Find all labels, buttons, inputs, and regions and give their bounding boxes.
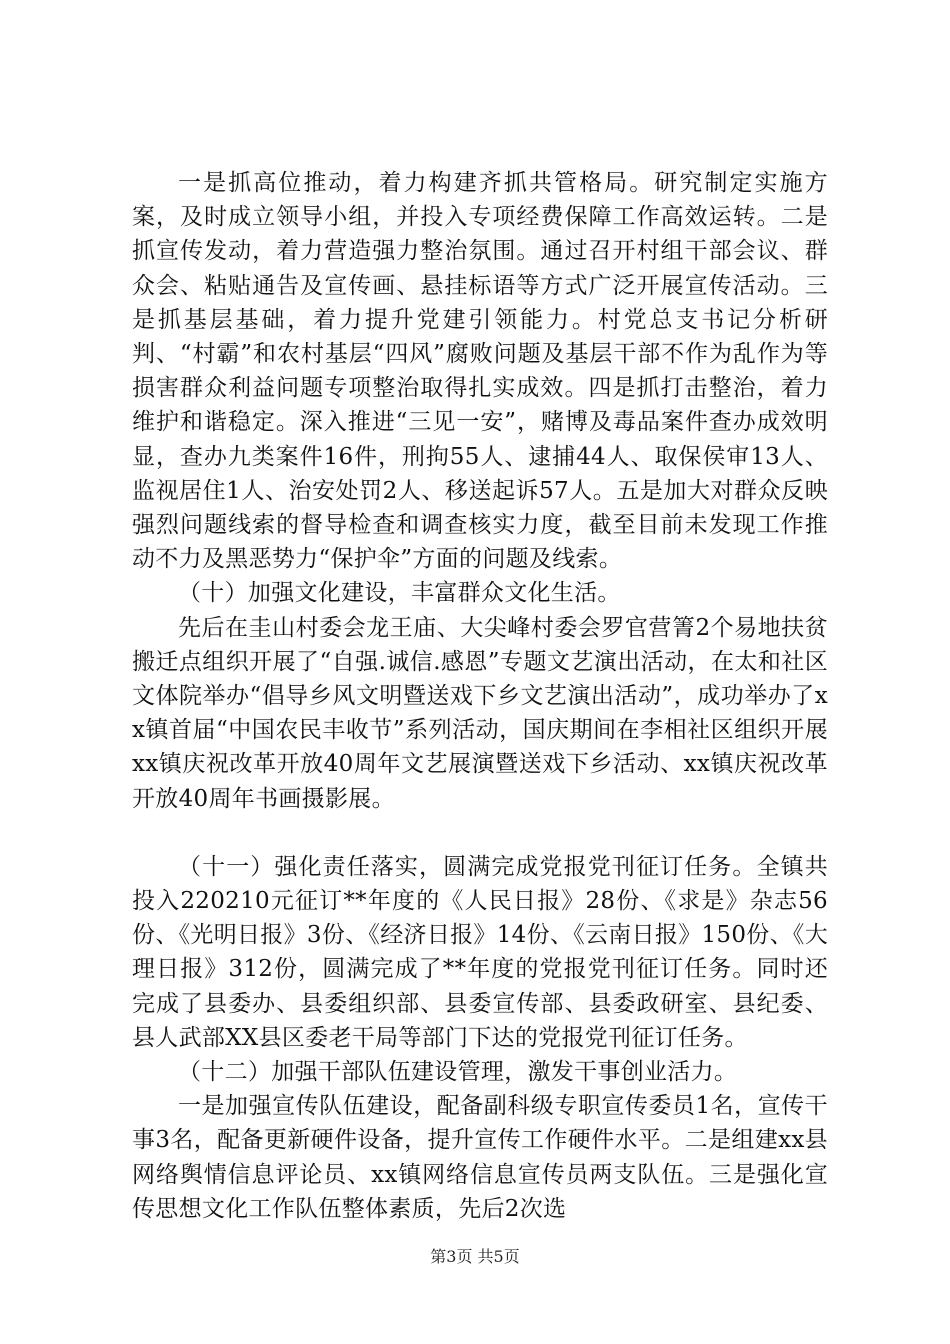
paragraph-spacer [132, 816, 828, 850]
heading-section-10: （十）加强文化建设，丰富群众文化生活。 [178, 580, 621, 607]
paragraph-crackdown-measures: 一是抓高位推动，着力构建齐抓共管格局。研究制定实施方案，及时成立领导小组，并投入专项经费保障工作高效运转。二是抓宣传发动，着力营造强力整治氛围。通过召开村组干部会议、群众会、粘贴通告及宣传画、悬挂标语等方式广泛开展宣传活动。三是抓基层基础，着力提升党建引领能力。村党总支书记分析研判、“村霸”和农村基层“四风”腐败问题及基层干部不作为乱作为等损害群众利益问题专项整治取得扎实成效。四是抓打击整治，着力维护和谐稳定。深入推进“三见一安”，赌博及毒品案件查办成效明显，查办九类案件16件，刑拘55人、逮捕44人、取保侯审13人、监视居住1人、治安处罚2人、移送起诉57人。五是加大对群众反映强烈问题线索的督导检查和调查核实力度，截至目前未发现工作推动不力及黑恶势力“保护伞”方面的问题及线索。 [132, 170, 828, 573]
page-number-footer: 第3页 共5页 [430, 1247, 520, 1266]
document-body [132, 166, 828, 1226]
paragraph-cultural-activities: 先后在圭山村委会龙王庙、大尖峰村委会罗官营箐2个易地扶贫搬迁点组织开展了“自强.诚信.感恩”专题文艺演出活动，在太和社区文体院举办“倡导乡风文明暨送戏下乡文艺演出活动”，成功举办了xx镇首届“中国农民丰收节”系列活动，国庆期间在李相社区组织开展xx镇庆祝改革开放40周年文艺展演暨送戏下乡活动、xx镇庆祝改革开放40周年书画摄影展。 [132, 614, 828, 812]
heading-section-12: （十二）加强干部队伍建设管理，激发干事创业活力。 [178, 1059, 738, 1086]
paragraph-team-building: 一是加强宣传队伍建设，配备副科级专职宣传委员1名，宣传干事3名，配备更新硬件设备，提升宣传工作硬件水平。二是组建xx县网络舆情信息评论员、xx镇网络信息宣传员两支队伍。三是强化宣传思想文化工作队伍整体素质，先后2次选 [132, 1093, 828, 1222]
paragraph-section-11-subscriptions: （十一）强化责任落实，圆满完成党报党刊征订任务。全镇共投入220210元征订**年度的《人民日报》28份、《求是》杂志56份、《光明日报》3份、《经济日报》14份、《云南日报》150份、《大理日报》312份，圆满完成了**年度的党报党刊征订任务。同时还完成了县委办、县委组织部、县委宣传部、县委政研室、县纪委、县人武部XX县区委老干局等部门下达的党报党刊征订任务。 [132, 853, 828, 1051]
